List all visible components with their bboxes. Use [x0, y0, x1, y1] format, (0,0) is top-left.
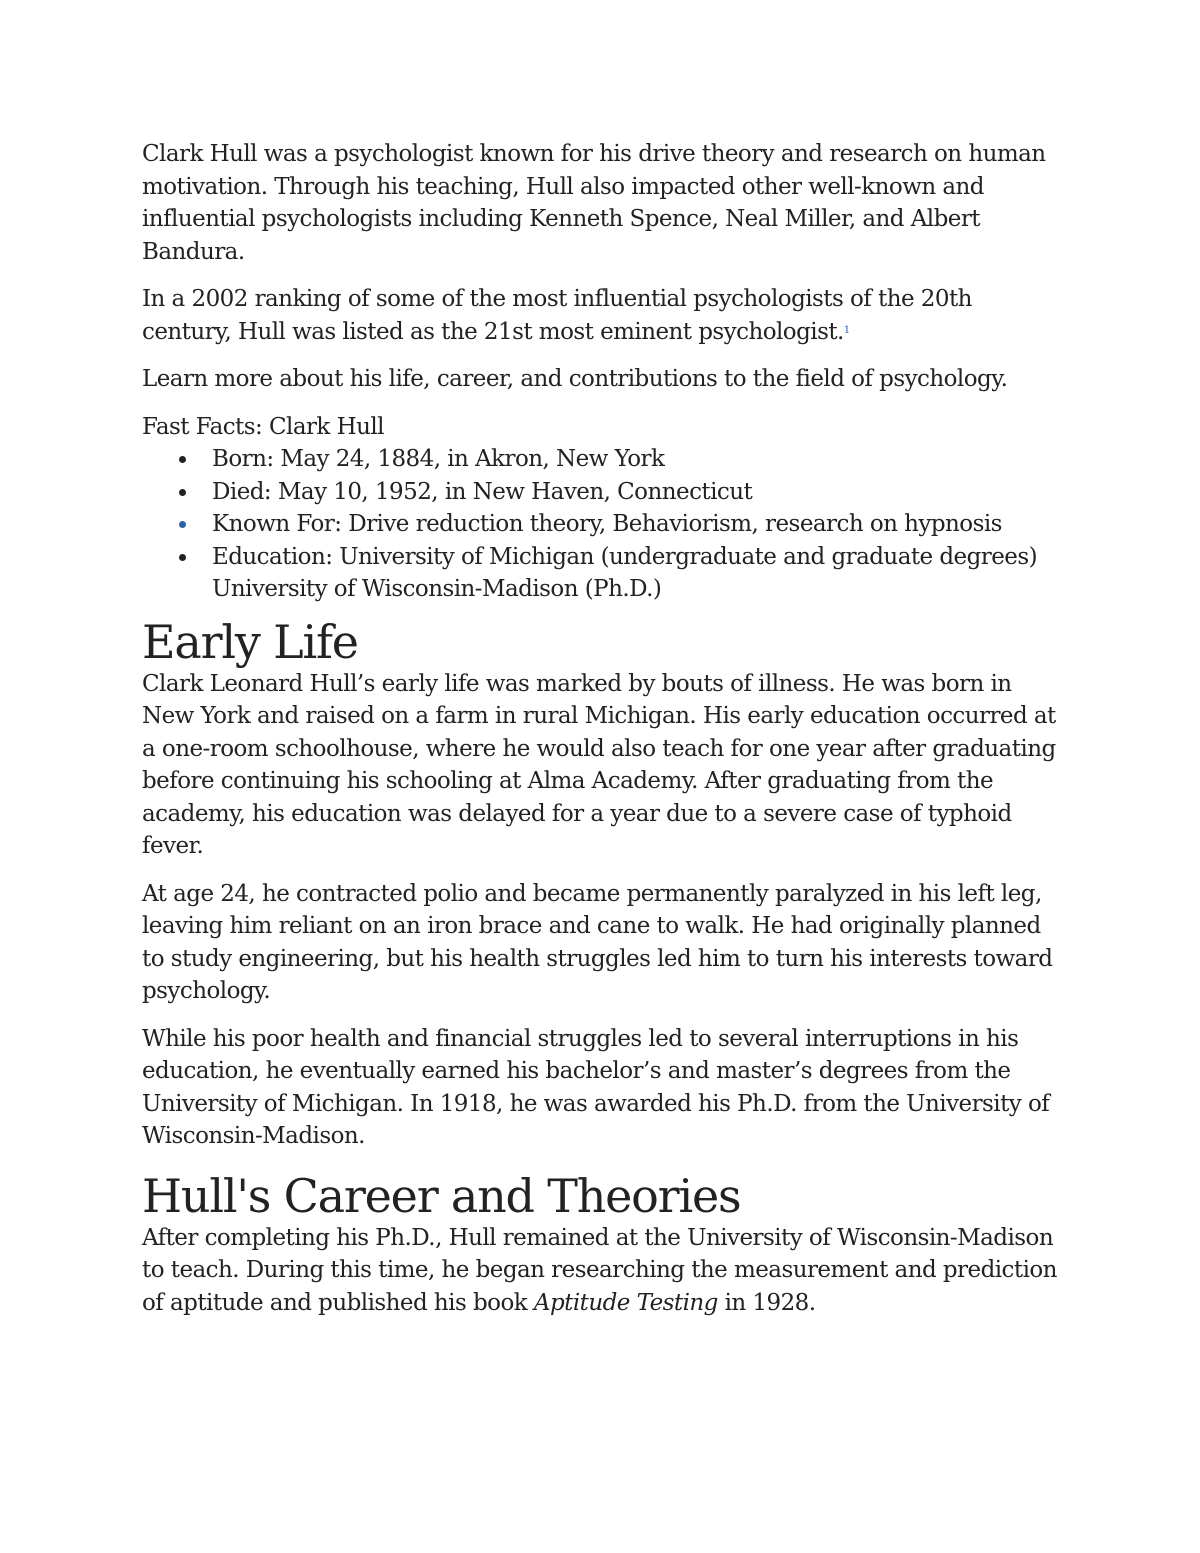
fast-fact-education	[212, 541, 1062, 606]
book-title: Aptitude Testing	[533, 1289, 718, 1316]
early-life-heading: Early Life	[142, 614, 358, 669]
fast-fact-label: Born:	[212, 446, 274, 472]
footnote-reference-link[interactable]: 1	[843, 324, 850, 336]
intro-paragraph-1: Clark Hull was a psychologist known for his drive theory and research on human motivation. Through his teaching, Hull also impacted other well-known and influential psychologists including Kenneth Spence, Neal Miller, and Albert Bandura.	[142, 141, 1046, 265]
career-paragraph-1-text: After completing his Ph.D., Hull remained at the University of Wisconsin-Madison to teach. During this time, he began researching the measurement and prediction of aptitude and published his book	[142, 1224, 1057, 1316]
early-life-paragraph-2: At age 24, he contracted polio and became permanently paralyzed in his left leg, leaving him reliant on an iron brace and cane to walk. He had originally planned to study engineering, but his health struggles led him to turn his interests toward psychology.	[142, 880, 1053, 1004]
fast-facts-list	[142, 443, 1062, 606]
fast-fact-label: Known For:	[212, 511, 342, 537]
fast-fact-label: Died:	[212, 478, 272, 505]
career-paragraph-1	[142, 1222, 1062, 1320]
intro-paragraph-2	[142, 283, 1062, 348]
fast-fact-value: Drive reduction theory, Behaviorism, research on hypnosis	[341, 511, 1002, 537]
career-heading: Hull's Career and Theories	[142, 1168, 741, 1223]
fast-fact-died	[212, 476, 1062, 509]
early-life-paragraph-3: While his poor health and financial struggles led to several interruptions in his education, he eventually earned his bachelor’s and master’s degrees from the University of Michigan. In 1918, he was awarded his Ph.D. from the University of Wisconsin-Madison.	[142, 1025, 1050, 1149]
fast-fact-value: University of Michigan (undergraduate and graduate degrees) University of Wisconsin-Madison (Ph.D.)	[212, 543, 1038, 602]
fast-fact-born	[212, 443, 1062, 476]
article-body	[142, 138, 1062, 1334]
intro-paragraph-3: Learn more about his life, career, and contributions to the field of psychology.	[142, 366, 1008, 392]
fast-fact-value: May 24, 1884, in Akron, New York	[273, 446, 665, 472]
intro-paragraph-2-text: In a 2002 ranking of some of the most influential psychologists of the 20th century, Hull was listed as the 21st most eminent psychologist.	[142, 286, 972, 345]
early-life-paragraph-1: Clark Leonard Hull’s early life was marked by bouts of illness. He was born in New York and raised on a farm in rural Michigan. His early education occurred at a one-room schoolhouse, where he would also teach for one year after graduating before continuing his schooling at Alma Academy. After graduating from the academy, his education was delayed for a year due to a severe case of typhoid fever.	[142, 670, 1056, 859]
career-paragraph-1-end: in 1928.	[717, 1289, 816, 1316]
fast-facts-title: Fast Facts: Clark Hull	[142, 413, 384, 440]
fast-fact-label: Education:	[212, 543, 333, 570]
fast-fact-known-for	[212, 508, 1062, 541]
fast-fact-value: May 10, 1952, in New Haven, Connecticut	[271, 478, 753, 505]
